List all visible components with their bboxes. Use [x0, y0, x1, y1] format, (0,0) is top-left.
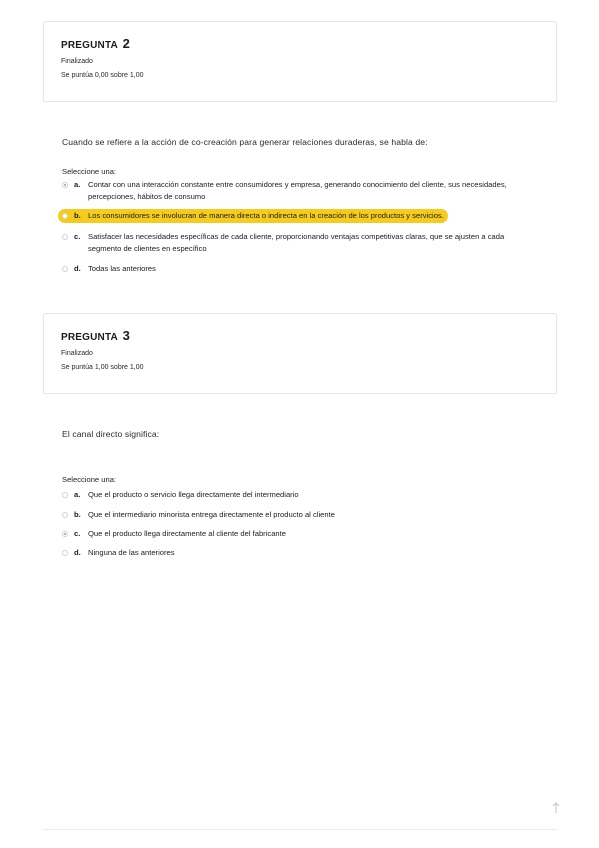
radio-button[interactable] — [62, 266, 68, 272]
question-3-heading — [61, 328, 539, 343]
question-3-answer-c[interactable] — [62, 528, 532, 540]
answer-letter: d. — [74, 264, 81, 273]
question-2-heading — [61, 36, 539, 51]
answer-text: Que el producto llega directamente al cliente del fabricante — [88, 529, 286, 538]
question-3-answer-a[interactable] — [62, 489, 532, 501]
question-2-heading-label: PREGUNTA — [61, 40, 118, 51]
radio-button[interactable] — [62, 182, 68, 188]
radio-button[interactable] — [62, 512, 68, 518]
question-3-answer-b[interactable] — [62, 509, 532, 521]
footer-divider — [43, 829, 557, 830]
radio-button[interactable] — [62, 492, 68, 498]
question-3-score: Se puntúa 1,00 sobre 1,00 — [61, 364, 144, 371]
answer-text: Satisfacer las necesidades específicas de cada cliente, proporcionando ventajas competitivas claras, que se ajusten a cada segmento de clientes en específico — [88, 232, 505, 253]
radio-button[interactable] — [62, 213, 68, 219]
answer-text: Ninguna de las anteriores — [88, 548, 175, 557]
radio-button[interactable] — [62, 531, 68, 537]
question-3-status: Finalizado — [61, 350, 93, 357]
answer-letter: a. — [74, 490, 81, 499]
arrow-up-icon-glyph — [552, 802, 560, 814]
answer-text: Todas las anteriores — [88, 264, 156, 273]
question-2-answer-c[interactable] — [62, 231, 532, 255]
question-3-number: 3 — [122, 328, 131, 343]
answer-letter: b. — [74, 211, 81, 220]
answer-letter: c. — [74, 529, 81, 538]
radio-button[interactable] — [62, 234, 68, 240]
answer-letter: c. — [74, 232, 81, 241]
question-2-answer-d[interactable] — [62, 263, 532, 275]
answer-text: Que el intermediario minorista entrega directamente el producto al cliente — [88, 510, 335, 519]
answer-letter: b. — [74, 510, 81, 519]
question-2-score: Se puntúa 0,00 sobre 1,00 — [61, 72, 144, 79]
question-2-text: Cuando se refiere a la acción de co-creación para generar relaciones duraderas, se habla de: — [62, 137, 428, 147]
arrow-up-icon[interactable] — [552, 802, 560, 817]
question-3-text: El canal directo significa: — [62, 429, 160, 439]
question-2-info-card — [43, 21, 557, 102]
question-2-answer-a[interactable] — [62, 179, 532, 203]
question-2-status: Finalizado — [61, 58, 93, 65]
question-3-select-label: Seleccione una: — [62, 475, 117, 484]
question-2-select-label: Seleccione una: — [62, 167, 117, 176]
question-3-answer-d[interactable] — [62, 547, 532, 559]
answer-text: Que el producto o servicio llega directamente del intermediario — [88, 490, 299, 499]
question-2-answer-b[interactable] — [58, 209, 448, 223]
question-3-heading-label: PREGUNTA — [61, 332, 118, 343]
radio-button[interactable] — [62, 550, 68, 556]
answer-letter: d. — [74, 548, 81, 557]
question-2-number: 2 — [122, 36, 131, 51]
answer-text: Los consumidores se involucran de manera directa o indirecta en la creación de los productos y servicios. — [88, 211, 444, 220]
answer-letter: a. — [74, 180, 81, 189]
answer-text: Contar con una interacción constante entre consumidores y empresa, generando conocimiento del cliente, sus necesidades, percepciones, hábitos de consumo — [88, 180, 507, 201]
question-3-info-card — [43, 313, 557, 394]
